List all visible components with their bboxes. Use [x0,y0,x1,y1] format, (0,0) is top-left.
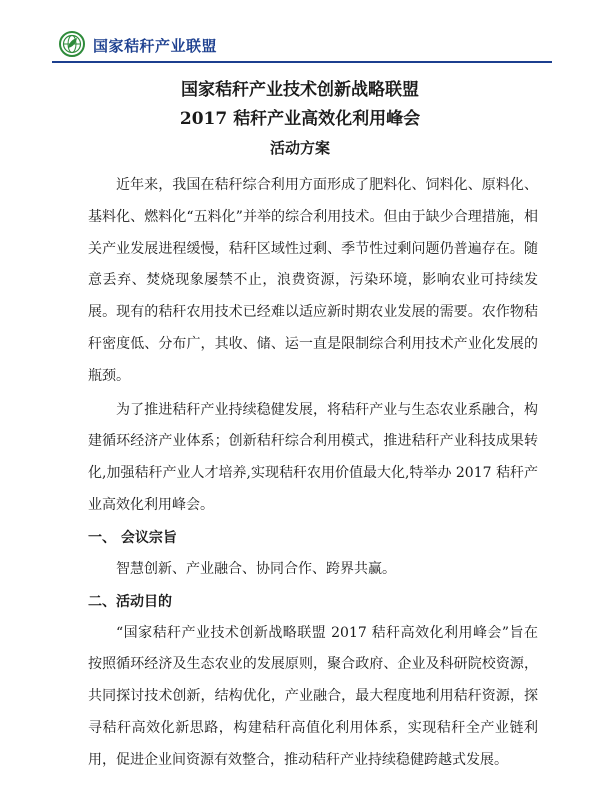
org-name: 国家秸秆产业联盟 [93,37,218,55]
section-goals-text: “国家秸秆产业技术创新战略联盟 2017 秸秆高效化利用峰会”旨在按照循环经济及生态农业的发展原则，聚合政府、企业及科研院校资源，共同探讨技术创新，结构优化，产业融合，最大程度地利用秸秆资源，探寻秸秆高效化新思路，构建秸秆高值化利用体系，实现秸秆全产业链利用，促进企业间资源有效整合，推动秸秆产业持续稳健跨越式发展。 [88,624,538,768]
document-subtitle: 活动方案 [269,139,330,157]
section-purpose-text: 智慧创新、产业融合、协同合作、跨界共赢。 [116,560,396,577]
section-heading-purpose: 一、 会议宗旨 [88,529,177,546]
intro-paragraph-2: 为了推进秸秆产业持续稳健发展，将秸秆产业与生态农业系融合，构建循环经济产业体系；创新秸秆综合利用模式，推进秸秆产业科技成果转化,加强秸秆产业人才培养,实现秸秆农用价值最大化,特举办 2017 秸秆产业高效化利用峰会。 [88,401,538,513]
document-title-line2: 2017 秸秆产业高效化利用峰会 [179,109,421,129]
document-title-line1: 国家秸秆产业技术创新战略联盟 [181,80,419,100]
green-globe-leaf-icon [59,31,85,57]
section-heading-goals: 二、活动目的 [88,593,172,610]
document-titles [0,78,600,165]
header-divider [52,61,552,63]
page-header [0,0,600,62]
document-body [88,170,538,777]
intro-paragraph-1: 近年来，我国在秸秆综合利用方面形成了肥料化、饲料化、原料化、基料化、燃料化“五料化”并举的综合利用技术。但由于缺少合理措施，相关产业发展进程缓慢，秸秆区域性过剩、季节性过剩问题仍普遍存在。随意丢弃、焚烧现象屡禁不止，浪费资源，污染环境，影响农业可持续发展。现有的秸秆农用技术已经难以适应新时期农业发展的需要。农作物秸秆密度低、分布广，其收、储、运一直是限制综合利用技术产业化发展的瓶颈。 [88,177,538,384]
